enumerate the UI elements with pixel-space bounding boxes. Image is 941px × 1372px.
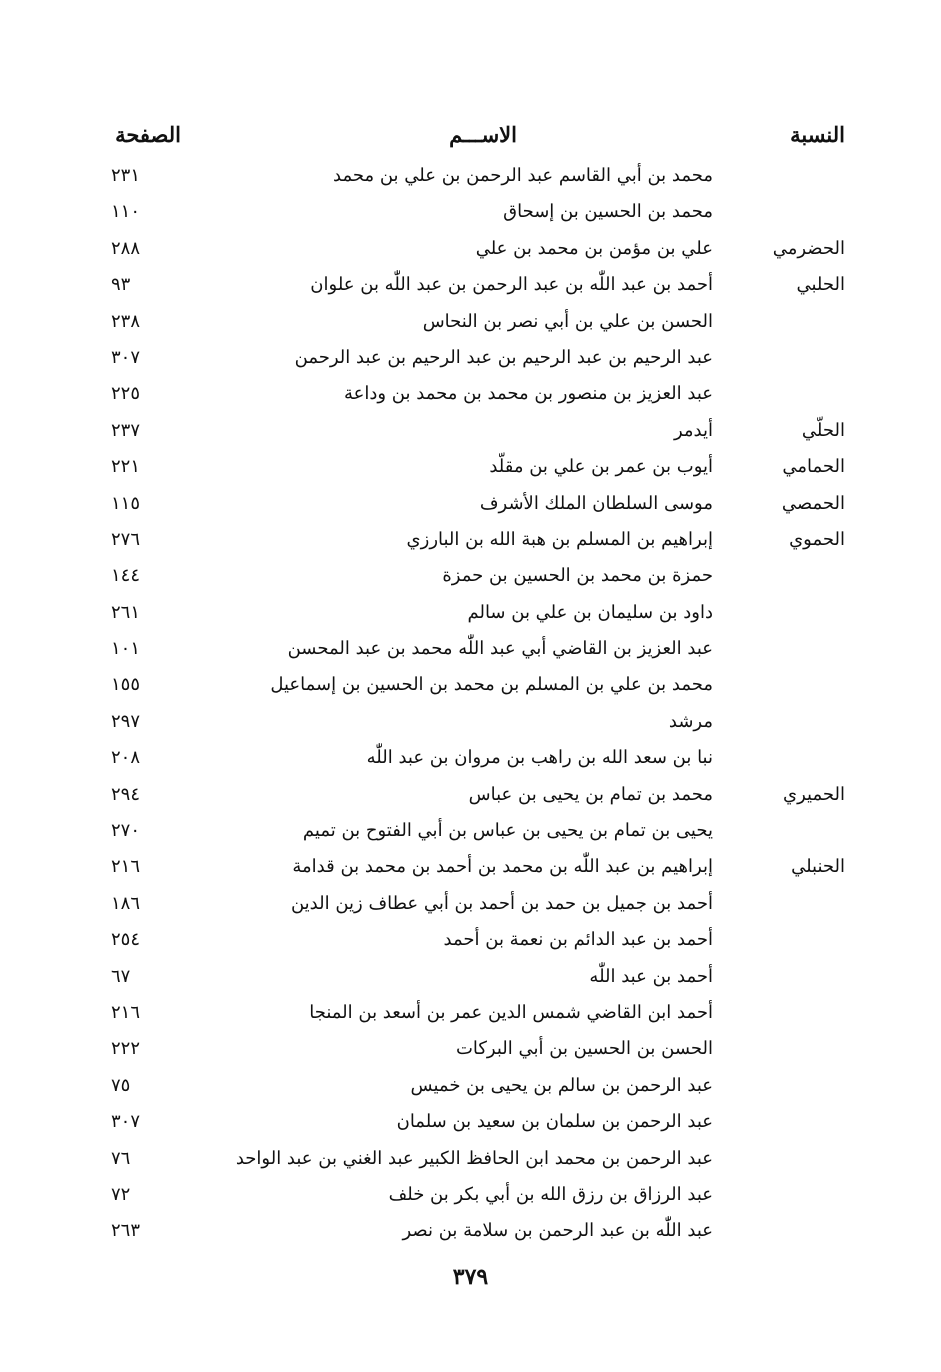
row-page: ٧٦: [111, 1147, 131, 1169]
table-row: [0, 306, 941, 342]
row-name: عبد اللّٰه بن عبد الرحمن بن سلامة بن نصر: [402, 1220, 713, 1242]
table-row: [0, 524, 941, 560]
row-name: داود بن سليمان بن علي بن سالم: [467, 601, 713, 623]
row-page: ١٨٦: [111, 892, 141, 914]
row-page: ٢١٦: [111, 856, 141, 878]
row-name: علي بن مؤمن بن محمد بن علي: [475, 237, 713, 259]
row-page: ٧٢: [111, 1183, 131, 1205]
row-name: أحمد بن جميل بن حمد بن أحمد بن أبي عطاف زين الدين: [290, 892, 713, 914]
row-page: ١١٠: [111, 201, 141, 223]
row-nisba: الحلبي: [796, 274, 845, 296]
table-row: [0, 1033, 941, 1069]
table-row: [0, 597, 941, 633]
table-row: [0, 1070, 941, 1106]
row-page: ٢٢٢: [111, 1038, 141, 1060]
row-page: ٢٢٥: [111, 383, 141, 405]
row-page: ١٠١: [111, 638, 141, 660]
row-page: ٢٣١: [111, 165, 141, 186]
row-name: عبد العزيز بن منصور بن محمد بن محمد بن وداعة: [343, 383, 713, 405]
header-page: الصفحة: [115, 122, 181, 147]
header-name: الاســـم: [449, 122, 517, 147]
row-page: ٢٢١: [111, 456, 141, 478]
row-name: عبد العزيز بن القاضي أبي عبد اللّٰه محمد بن عبد المحسن: [287, 638, 713, 660]
row-nisba: الحضرمي: [772, 237, 845, 259]
row-page: ٢٨٨: [111, 237, 141, 259]
row-name: الحسن بن علي بن أبي نصر بن النحاس: [422, 310, 713, 332]
table-row: [0, 560, 941, 596]
row-name: عبد الرحمن بن محمد ابن الحافظ الكبير عبد الغني بن عبد الواحد: [235, 1147, 713, 1169]
row-name: حمزة بن محمد بن الحسين بن حمزة: [442, 565, 713, 587]
row-nisba: الحميري: [783, 783, 845, 805]
row-name: عبد الرزاق بن رزق الله بن أبي بكر بن خلف: [388, 1183, 713, 1205]
table-row: [0, 451, 941, 487]
table-row: [0, 196, 941, 232]
row-name: محمد بن الحسين بن إسحاق: [503, 201, 713, 223]
row-name: يحيى بن تمام بن يحيى بن عباس بن أبي الفتوح بن تميم: [302, 820, 713, 842]
row-nisba: الحلّي: [801, 419, 845, 441]
row-name: عبد الرحمن بن سلمان بن سعيد بن سلمان: [396, 1111, 713, 1133]
table-row: [0, 924, 941, 960]
table-row: [0, 160, 941, 196]
row-nisba: الحمامي: [782, 456, 845, 478]
row-nisba: الحنبلي: [791, 856, 845, 878]
table-row: [0, 742, 941, 778]
table-row: [0, 1179, 941, 1215]
row-page: ٢٩٧: [111, 710, 141, 732]
row-name: الحسن بن الحسين بن أبي البركات: [455, 1038, 713, 1060]
row-name: محمد بن أبي القاسم عبد الرحمن بن علي بن محمد: [333, 165, 713, 186]
table-row: [0, 779, 941, 815]
row-page: ١٥٥: [111, 674, 141, 696]
page-number: ٣٧٩: [452, 1264, 489, 1290]
row-page: ٢٣٨: [111, 310, 141, 332]
row-page: ٣٠٧: [111, 346, 141, 368]
table-row: [0, 1106, 941, 1142]
row-page: ٢٩٤: [111, 783, 141, 805]
table-row: [0, 706, 941, 742]
header-nisba: النسبة: [790, 122, 845, 147]
row-name: أيدمر: [673, 419, 713, 441]
row-page: ٢٧٦: [111, 528, 141, 550]
row-name: أحمد بن عبد اللّٰه بن عبد الرحمن بن عبد اللّٰه بن علوان: [310, 274, 713, 296]
table-row: [0, 633, 941, 669]
row-page: ٢٦١: [111, 601, 141, 623]
index-table: [0, 160, 941, 1252]
row-name: محمد بن تمام بن يحيى بن عباس: [468, 783, 713, 805]
table-row: [0, 488, 941, 524]
table-row: [0, 888, 941, 924]
row-name: نبا بن سعد الله بن راهب بن مروان بن عبد اللّٰه: [366, 747, 713, 769]
row-name: عبد الرحمن بن سالم بن يحيى بن خميس: [410, 1074, 713, 1096]
table-row: [0, 342, 941, 378]
row-page: ١١٥: [111, 492, 141, 514]
table-header: [0, 122, 941, 158]
row-name: عبد الرحيم بن عبد الرحيم بن عبد الرحيم بن عبد الرحمن: [294, 346, 713, 368]
row-nisba: الحموي: [789, 528, 845, 550]
row-page: ٣٠٧: [111, 1111, 141, 1133]
table-row: [0, 1143, 941, 1179]
row-page: ٢٠٨: [111, 747, 141, 769]
row-name: موسى السلطان الملك الأشرف: [479, 492, 713, 514]
table-row: [0, 997, 941, 1033]
row-page: ٩٣: [111, 274, 131, 296]
table-row: [0, 378, 941, 414]
row-page: ٧٥: [111, 1074, 131, 1096]
row-name: أحمد ابن القاضي شمس الدين عمر بن أسعد بن المنجا: [309, 1001, 713, 1023]
table-row: [0, 815, 941, 851]
row-name: مرشد: [668, 710, 713, 732]
row-nisba: الحمصي: [781, 492, 845, 514]
row-name: أيوب بن عمر بن علي بن مقلّد: [489, 456, 713, 478]
row-page: ٦٧: [111, 965, 131, 987]
table-row: [0, 269, 941, 305]
table-row: [0, 233, 941, 269]
table-row: [0, 851, 941, 887]
row-page: ٢٣٧: [111, 419, 141, 441]
table-row: [0, 1215, 941, 1251]
table-row: [0, 669, 941, 705]
row-name: أحمد بن عبد اللّٰه: [589, 965, 713, 987]
row-page: ٢٧٠: [111, 820, 141, 842]
row-page: ٢١٦: [111, 1001, 141, 1023]
row-name: إبراهيم بن المسلم بن هبة الله بن البارزي: [406, 528, 713, 550]
row-page: ٢٥٤: [111, 929, 141, 951]
row-name: محمد بن علي بن المسلم بن محمد بن الحسين بن إسماعيل: [270, 674, 713, 696]
row-name: إبراهيم بن عبد اللّٰه بن محمد بن أحمد بن محمد بن قدامة: [292, 856, 713, 878]
row-page: ٢٦٣: [111, 1220, 141, 1242]
table-row: [0, 961, 941, 997]
table-row: [0, 415, 941, 451]
row-name: أحمد بن عبد الدائم بن نعمة بن أحمد: [443, 929, 713, 951]
row-page: ١٤٤: [111, 565, 141, 587]
